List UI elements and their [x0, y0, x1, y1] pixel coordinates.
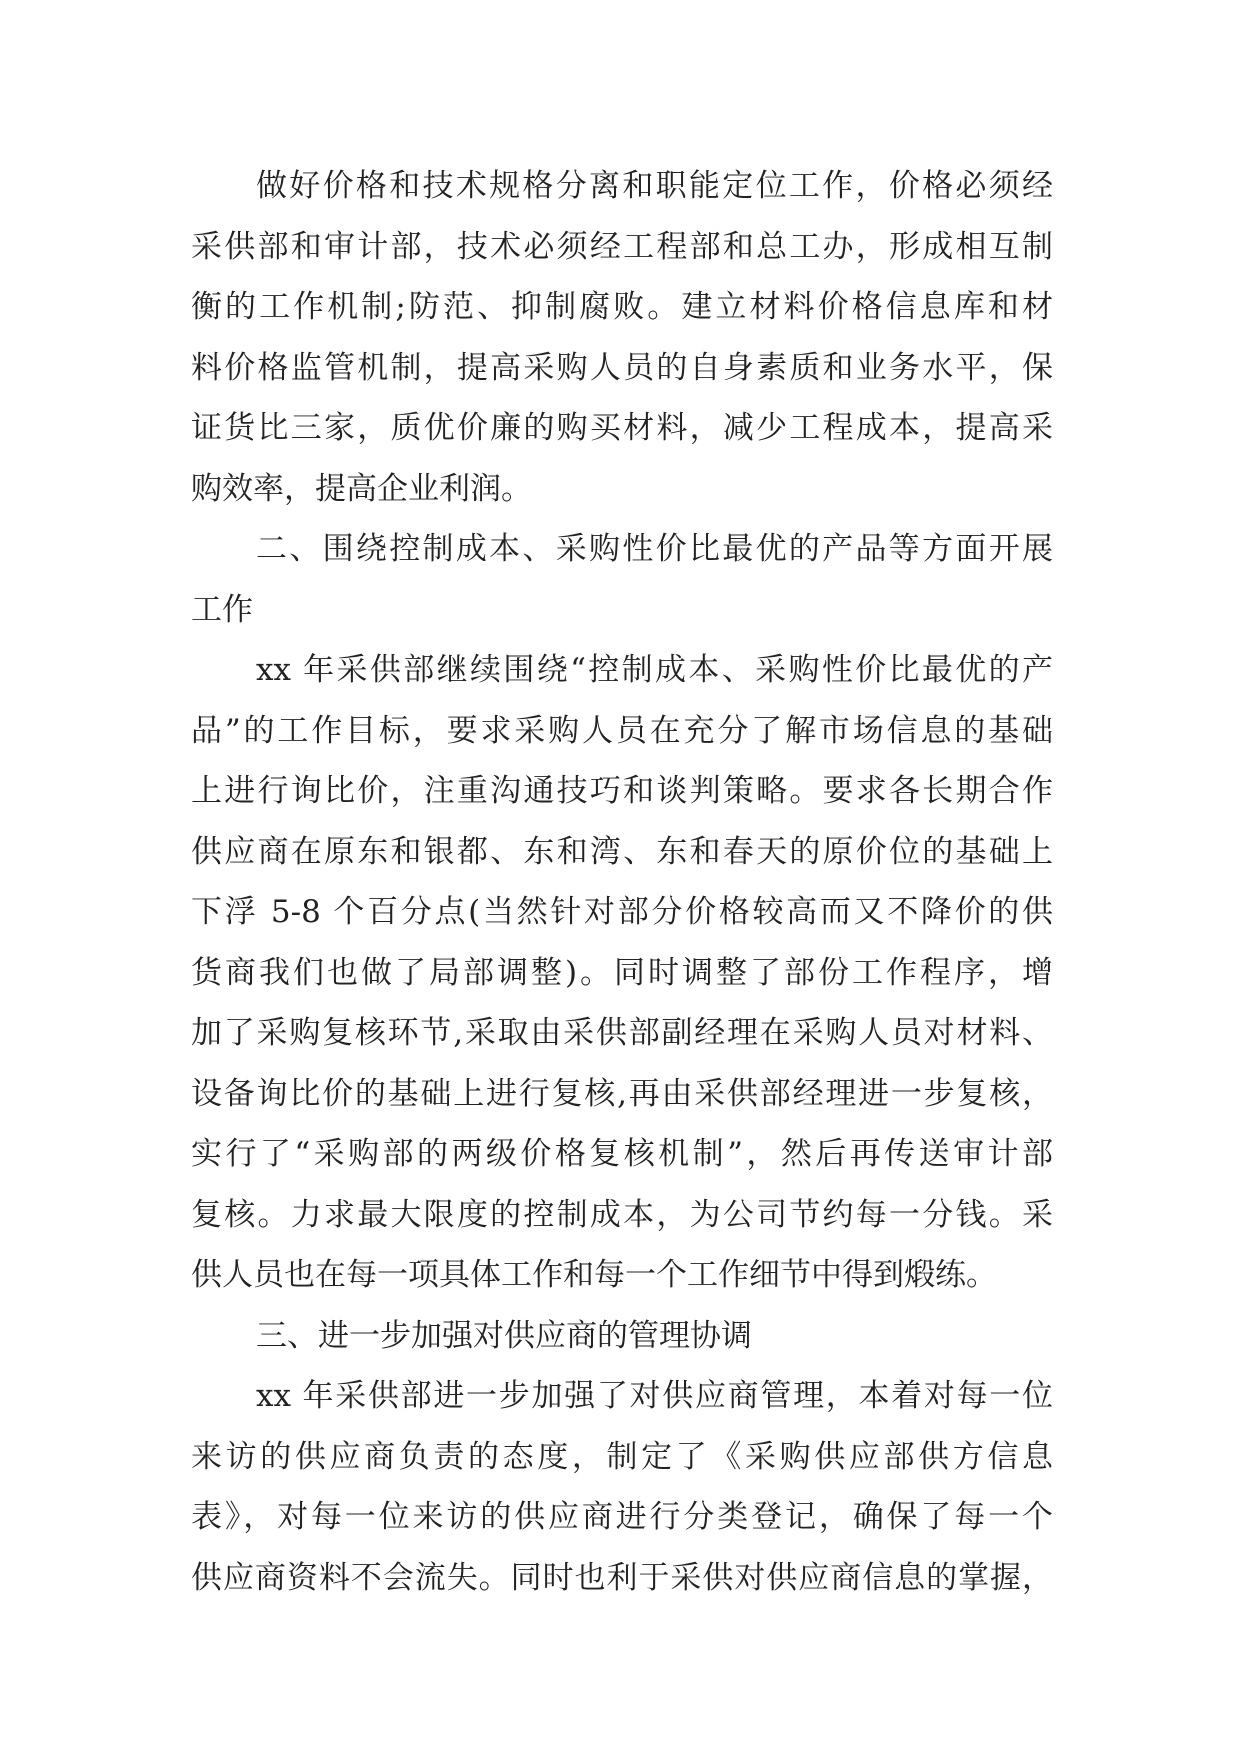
paragraph-line: 表》，对每一位来访的供应商进行分类登记，确保了每一个 — [191, 1499, 1053, 1535]
paragraph-line: xx 年采供部继续围绕“控制成本、采购性价比最优的产 — [256, 652, 1053, 688]
document-body — [191, 156, 1053, 1608]
paragraph-line: 下浮 5-8 个百分点(当然针对部分价格较高而又不降价的供 — [191, 894, 1053, 930]
paragraph-line: 供应商资料不会流失。同时也利于采供对供应商信息的掌握， — [191, 1559, 1053, 1596]
section-heading-line: 二、围绕控制成本、采购性价比最优的产品等方面开展 — [256, 531, 1053, 567]
paragraph-line: 供应商在原东和银都、东和湾、东和春天的原价位的基础上 — [191, 833, 1053, 870]
paragraph-line: 衡的工作机制;防范、抑制腐败。建立材料价格信息库和材 — [191, 289, 1053, 325]
section-heading-line: 工作 — [191, 591, 253, 628]
paragraph-line: 来访的供应商负责的态度，制定了《采购供应部供方信息 — [191, 1438, 1053, 1475]
paragraph-line: 购效率，提高企业利润。 — [191, 470, 532, 507]
paragraph-line: xx 年采供部进一步加强了对供应商管理，本着对每一位 — [256, 1378, 1053, 1414]
paragraph-line: 设备询比价的基础上进行复核,再由采供部经理进一步复核， — [191, 1075, 1053, 1112]
paragraph-line: 供人员也在每一项具体工作和每一个工作细节中得到煅练。 — [191, 1257, 997, 1293]
paragraph-line: 复核。力求最大限度的控制成本，为公司节约每一分钱。采 — [191, 1196, 1053, 1233]
paragraph-line: 货商我们也做了局部调整)。同时调整了部份工作程序，增 — [191, 954, 1053, 991]
paragraph-line: 品”的工作目标，要求采购人员在充分了解市场信息的基础 — [191, 712, 1053, 749]
paragraph-line: 证货比三家，质优价廉的购买材料，减少工程成本，提高采 — [191, 410, 1053, 446]
section-heading-line: 三、进一步加强对供应商的管理协调 — [256, 1317, 752, 1354]
paragraph-line: 上进行询比价，注重沟通技巧和谈判策略。要求各长期合作 — [191, 773, 1053, 809]
paragraph-line: 实行了“采购部的两级价格复核机制”，然后再传送审计部 — [191, 1136, 1053, 1172]
paragraph-line: 采供部和审计部，技术必须经工程部和总工办，形成相互制 — [191, 228, 1053, 265]
paragraph-line: 做好价格和技术规格分离和职能定位工作，价格必须经 — [256, 168, 1053, 204]
paragraph-line: 料价格监管机制，提高采购人员的自身素质和业务水平，保 — [191, 349, 1053, 386]
paragraph-line: 加了采购复核环节,采取由采供部副经理在采购人员对材料、 — [191, 1015, 1053, 1051]
